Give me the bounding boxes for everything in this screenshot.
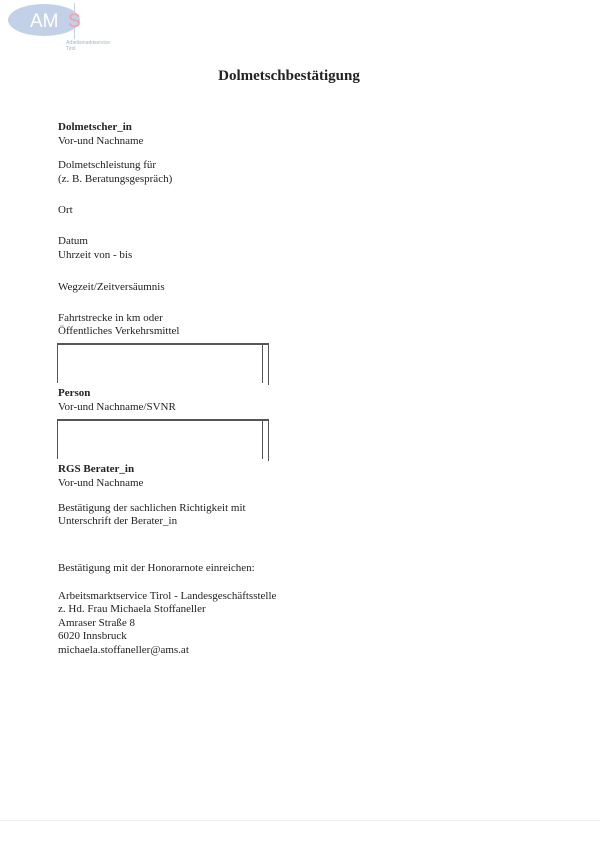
advisor-heading: RGS Berater_in bbox=[58, 463, 135, 475]
label-signature: Unterschrift der Berater_in bbox=[58, 515, 178, 527]
label-place: Ort bbox=[58, 204, 73, 216]
svg-text:S: S bbox=[68, 11, 81, 32]
label-advisor-name: Vor-und Nachname bbox=[58, 477, 144, 489]
submit-intro: Bestätigung mit der Honorarnote einreichen: bbox=[58, 562, 255, 574]
address-line: 6020 Innsbruck bbox=[58, 630, 127, 642]
address-line: z. Hd. Frau Michaela Stoffaneller bbox=[58, 603, 206, 615]
interpreter-heading: Dolmetscher_in bbox=[58, 121, 132, 133]
label-name: Vor-und Nachname bbox=[58, 135, 144, 147]
ams-logo bbox=[8, 3, 98, 39]
logo-subtitle: Arbeitsmarktservice Tirol bbox=[66, 40, 110, 52]
label-travel-time: Wegzeit/Zeitversäumnis bbox=[58, 281, 165, 293]
label-service-example: (z. B. Beratungsgespräch) bbox=[58, 173, 173, 185]
person-signature-box[interactable] bbox=[57, 419, 263, 459]
address-line: Arbeitsmarktservice Tirol - Landesgeschäftsstelle bbox=[58, 590, 277, 602]
label-service: Dolmetschleistung für bbox=[58, 159, 157, 171]
person-heading: Person bbox=[58, 387, 91, 399]
interpreter-signature-box[interactable] bbox=[57, 343, 263, 383]
label-person-name: Vor-und Nachname/SVNR bbox=[58, 401, 176, 413]
label-distance: Fahrtstrecke in km oder bbox=[58, 312, 163, 324]
label-time: Uhrzeit von - bis bbox=[58, 249, 133, 261]
address-line: Amraser Straße 8 bbox=[58, 617, 135, 629]
label-transport: Öffentliches Verkehrsmittel bbox=[58, 325, 180, 337]
contact-email[interactable]: michaela.stoffaneller@ams.at bbox=[58, 644, 189, 656]
page-divider bbox=[0, 820, 600, 821]
label-date: Datum bbox=[58, 235, 88, 247]
svg-text:AM: AM bbox=[30, 11, 59, 32]
label-confirm: Bestätigung der sachlichen Richtigkeit mit bbox=[58, 502, 246, 514]
page-title: Dolmetschbestätigung bbox=[218, 68, 360, 84]
